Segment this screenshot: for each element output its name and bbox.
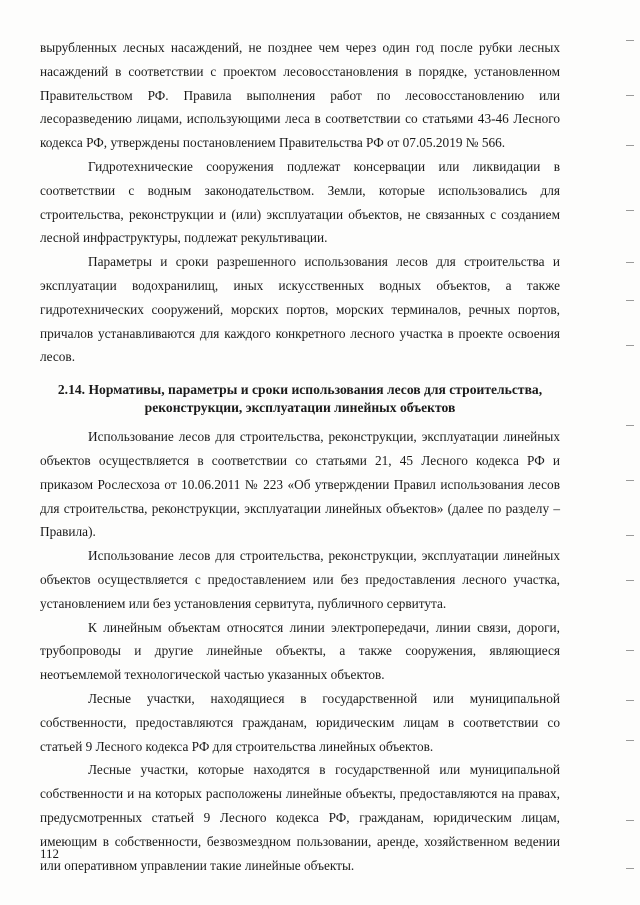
paragraph: Параметры и сроки разрешенного использования лесов для строительства и эксплуатации водохранилищ, иных искусственных водных объектов, а также гидротехнических сооружений, морских портов, морских терминалов, речных портов, причалов устанавливаются для каждого конкретного лесного участка в проекте освоения лесов.	[40, 254, 560, 365]
paragraph: Лесные участки, которые находятся в государственной или муниципальной собственности и на которых расположены линейные объекты, предоставляются на правах, предусмотренных статьей 9 Лесного кодекса РФ, гражданам, юридическим лицам, имеющим в собственности, безвозмездном пользовании, аренде, хозяйственном ведении или оперативном управлении такие линейные объекты.	[40, 762, 560, 873]
paragraph: Лесные участки, находящиеся в государственной или муниципальной собственности, предоставляются гражданам, юридическим лицам в соответствии со статьей 9 Лесного кодекса РФ для строительства линейных объектов.	[40, 690, 560, 754]
paragraph: Гидротехнические сооружения подлежат консервации или ликвидации в соответствии с водным законодательством. Земли, которые использовались для строительства, реконструкции и (или) эксплуатации объектов, не связанных с созданием лесной инфраструктуры, подлежат рекультивации.	[40, 158, 560, 246]
paragraph: вырубленных лесных насаждений, не позднее чем через один год после рубки лесных насаждений в соответствии с проектом лесовосстановления в порядке, установленном Правительством РФ. Правила выполнения работ по лесовосстановлению или лесоразведению лицами, использующими леса в соответствии со статьями 43-46 Лесного кодекса РФ, утверждены постановлением Правительства РФ от 07.05.2019 № 566.	[40, 40, 560, 151]
scan-tick	[626, 580, 634, 581]
paragraph: Использование лесов для строительства, реконструкции, эксплуатации линейных объектов осуществляется в соответствии со статьями 21, 45 Лесного кодекса РФ и приказом Рослесхоза от 10.06.2011 № 223 «Об утверждении Правил использования лесов для строительства, реконструкции, эксплуатации линейных объектов» (далее по разделу – Правила).	[40, 429, 560, 540]
scan-tick	[626, 145, 634, 146]
scan-tick	[626, 480, 634, 481]
scan-tick	[626, 210, 634, 211]
section-heading: 2.14. Нормативы, параметры и сроки использования лесов для строительства, реконструкции, эксплуатации линейных объектов	[57, 382, 543, 416]
scan-tick	[626, 700, 634, 701]
document-body	[40, 36, 560, 877]
scan-tick	[626, 740, 634, 741]
scan-tick	[626, 40, 634, 41]
scan-tick	[626, 820, 634, 821]
scan-tick	[626, 262, 634, 263]
scan-edge-marks	[620, 0, 640, 905]
page-number: 112	[40, 846, 60, 861]
scan-tick	[626, 650, 634, 651]
scan-tick	[626, 868, 634, 869]
scan-tick	[626, 345, 634, 346]
scan-tick	[626, 95, 634, 96]
paragraph: К линейным объектам относятся линии электропередачи, линии связи, дороги, трубопроводы и другие линейные объекты, а также сооружения, являющиеся неотъемлемой технологической частью указанных объектов.	[40, 619, 560, 683]
paragraph: Использование лесов для строительства, реконструкции, эксплуатации линейных объектов осуществляется с предоставлением или без предоставления лесного участка, установлением или без установления сервитута, публичного сервитута.	[40, 548, 560, 611]
scan-tick	[626, 425, 634, 426]
scan-tick	[626, 300, 634, 301]
scan-tick	[626, 535, 634, 536]
